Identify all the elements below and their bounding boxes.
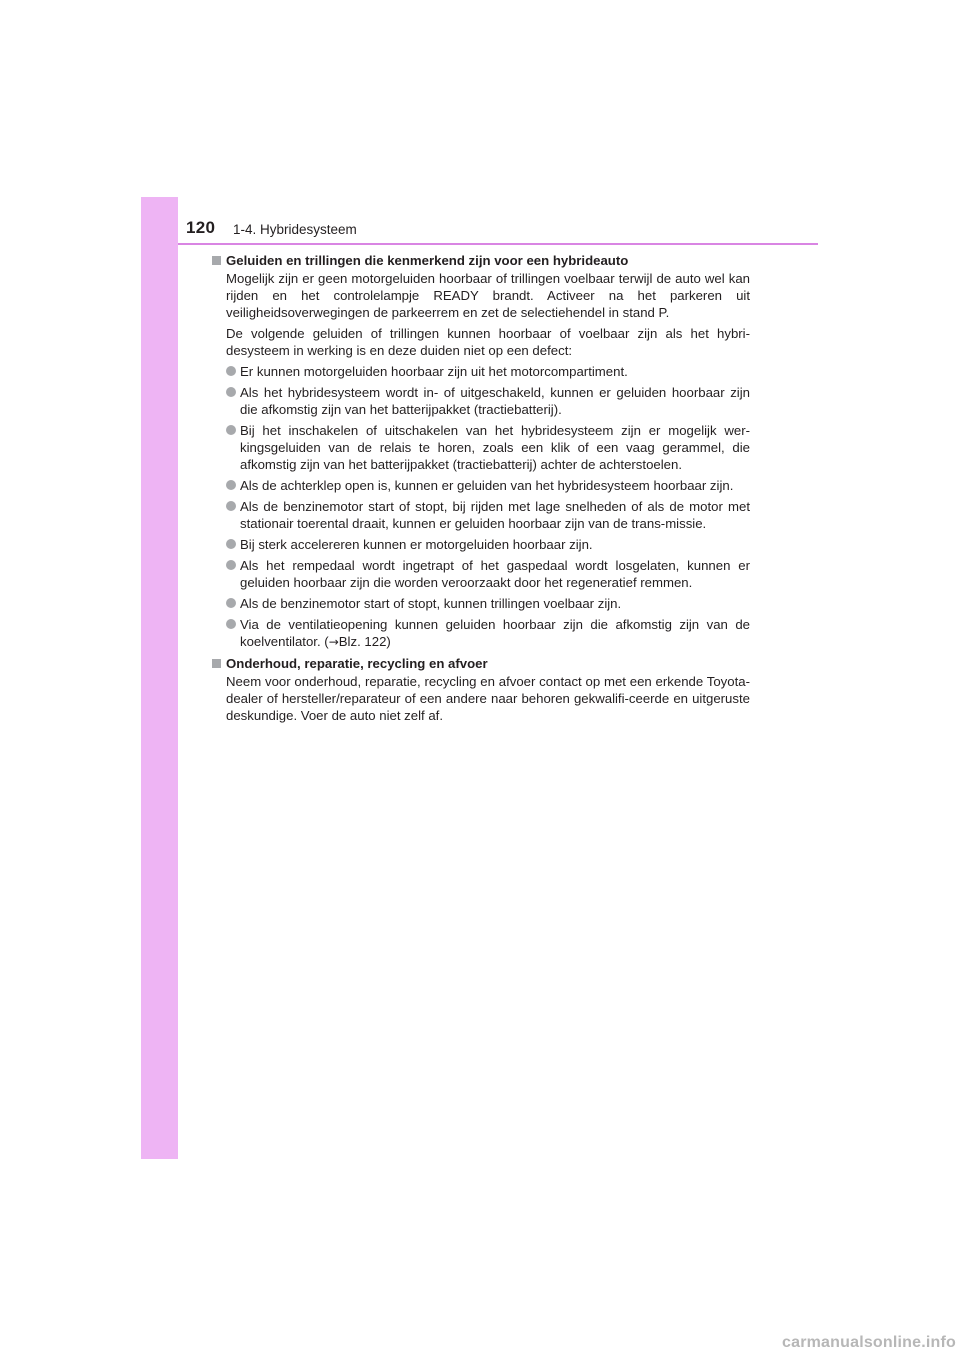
list-item-text: Als de benzinemotor start of stopt, kunnen trillingen voelbaar zijn. [240, 596, 622, 611]
page-number: 120 [186, 218, 216, 237]
page-reference-link[interactable]: Blz. 122) [338, 634, 391, 649]
bullet-dot-icon [226, 366, 236, 376]
section-heading-text: Geluiden en trillingen die kenmerkend zijn voor een hybrideauto [226, 253, 629, 268]
list-item-text [240, 616, 750, 651]
paragraph: De volgende geluiden of trillingen kunnen hoorbaar of voelbaar zijn als het hybri-desysteem in werking is en deze duiden niet op een defect: [226, 326, 750, 358]
list-item-text: Als de benzinemotor start of stopt, bij rijden met lage snelheden of als de motor met stationair toerental draait, kunnen er geluiden hoorbaar zijn van de trans-missie. [240, 499, 750, 531]
bullet-dot-icon [226, 598, 236, 608]
list-item [226, 498, 750, 532]
list-item-text-main: Via de ventilatieopening kunnen geluiden hoorbaar zijn die afkomstig zijn van de koelventilator. ( [240, 617, 750, 649]
section-title: 1-4. Hybridesysteem [233, 222, 357, 237]
arrow-right-icon: → [328, 635, 339, 649]
bullet-dot-icon [226, 480, 236, 490]
bullet-dot-icon [226, 425, 236, 435]
section-heading-text: Onderhoud, reparatie, recycling en afvoer [226, 656, 488, 671]
square-bullet-icon [212, 659, 221, 668]
paragraph: Neem voor onderhoud, reparatie, recycling en afvoer contact op met een erkende Toyota-dealer of hersteller/reparateur of een andere naar behoren gekwalifi-ceerde en uitgeruste deskundige. Voer de auto niet zelf af. [226, 674, 750, 723]
section-heading [210, 252, 750, 269]
watermark-text: carmanualsonline.info [782, 1334, 957, 1351]
square-bullet-icon [212, 256, 221, 265]
list-item [226, 557, 750, 591]
list-item-text: Bij sterk accelereren kunnen er motorgeluiden hoorbaar zijn. [240, 537, 593, 552]
list-item [226, 477, 750, 494]
chapter-sidebar-tab [141, 197, 178, 1159]
bullet-dot-icon [226, 501, 236, 511]
bullet-dot-icon [226, 560, 236, 570]
section-heading [210, 655, 750, 672]
paragraph: Mogelijk zijn er geen motorgeluiden hoorbaar of trillingen voelbaar terwijl de auto wel kan rijden en het controlelampje READY brandt. Activeer na het parkeren uit veiligheidsoverwegingen de parkeerrem en zet de selectiehendel in stand P. [226, 271, 750, 320]
list-item-text: Als het rempedaal wordt ingetrapt of het gaspedaal wordt losgelaten, kunnen er geluiden hoorbaar zijn die worden veroorzaakt door het regeneratief remmen. [240, 558, 750, 590]
bullet-dot-icon [226, 539, 236, 549]
header-divider [178, 243, 818, 245]
list-item-text: Als de achterklep open is, kunnen er geluiden van het hybridesysteem hoorbaar zijn. [240, 478, 734, 493]
list-item [226, 384, 750, 418]
bullet-dot-icon [226, 619, 236, 629]
list-item [226, 363, 750, 380]
list-item [226, 595, 750, 612]
list-item-text: Bij het inschakelen of uitschakelen van het hybridesysteem zijn er mogelijk wer-kingsgeluiden van de relais te horen, zoals een klik of een vaag gerammel, die afkomstig zijn van het batterijpakket (tractiebatterij) achter de achterstoelen. [240, 423, 750, 472]
page-content [210, 252, 750, 728]
list-item [226, 422, 750, 473]
list-item [226, 536, 750, 553]
bullet-dot-icon [226, 387, 236, 397]
list-item [226, 616, 750, 651]
list-item-text: Er kunnen motorgeluiden hoorbaar zijn uit het motorcompartiment. [240, 364, 628, 379]
list-item-text: Als het hybridesysteem wordt in- of uitgeschakeld, kunnen er geluiden hoorbaar zijn die afkomstig zijn van het batterijpakket (tractiebatterij). [240, 385, 750, 417]
